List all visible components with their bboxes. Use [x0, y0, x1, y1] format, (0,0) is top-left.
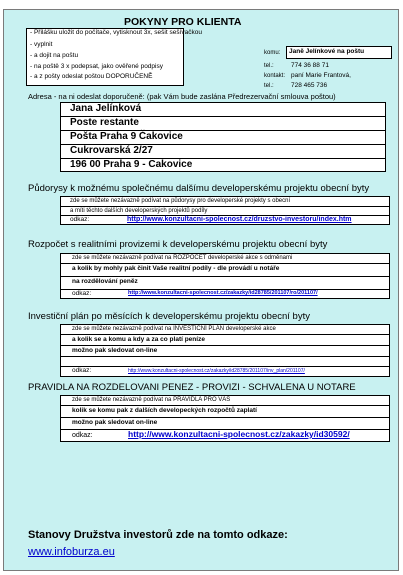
- address-line-poste: Poste restante: [70, 117, 139, 128]
- page-title: POKYNY PRO KLIENTA: [124, 16, 242, 28]
- section-row: zde se můžete nezávazně podívat na INVESTIČNÍ PLÁN developerské akce: [72, 326, 276, 332]
- section-row: kolik se komu pak z dalších developeckých rozpočtů zaplatí: [72, 407, 257, 414]
- section-row: a míti těchto dalších developerských projektů podíly: [70, 208, 208, 214]
- address-line-posta: Pošta Praha 9 Čakovice: [70, 131, 183, 142]
- instruction-line: - Přilášku uložit do počítače, vytisknout 3x, sešit sešívačkou: [30, 29, 202, 36]
- komu-label: komu:: [264, 50, 281, 56]
- pudorysy-link[interactable]: http://www.konzultacni-spolecnost.cz/druzstvo-investoru/index.htm: [127, 216, 352, 223]
- tel2-value: 728 465 736: [291, 82, 328, 89]
- link-label: odkaz:: [72, 290, 92, 297]
- tel1-value: 774 36 88 71: [291, 62, 329, 69]
- section-row: a kolik by mohly pak činit Vaše realitní podíly - dle provádí u notáře: [72, 265, 280, 272]
- infoburza-link[interactable]: www.infoburza.eu: [28, 546, 115, 558]
- contact-label: kontakt:: [264, 73, 286, 79]
- link-label: odkaz:: [72, 367, 92, 374]
- link-label: odkaz:: [70, 216, 90, 223]
- section-row: na rozdělování peněz: [72, 278, 138, 285]
- section-row: zde se můžete nezávazně podívat na ROZPOČET developerské akce s odměnami: [72, 255, 293, 261]
- tel1-label: tel.:: [264, 63, 274, 69]
- address-line-name: Jana Jelínková: [70, 103, 142, 114]
- address-line-city: 196 00 Praha 9 - Cakovice: [70, 159, 193, 170]
- address-heading: Adresa - na ni odeslat doporučeně: (pak Vám bude zaslána Předrezervační smlouva poštou): [28, 92, 336, 101]
- address-line-street: Cukrovarská 2/27: [70, 145, 153, 156]
- section-heading-pudorysy: Půdorysy k možnému společnému dalšímu developerskému projektu obecní byty: [28, 183, 370, 194]
- instruction-line: - a dojit na poštu: [30, 52, 79, 59]
- rozpocet-link[interactable]: http://www.konzultacni-spolecnost.cz/zakazky/id28785/201107/ro/201107/: [128, 290, 318, 296]
- section-row: možno pak sledovat on-line: [72, 419, 158, 426]
- section-heading-rozpocet: Rozpočet s realitními provizemi k developerskému projektu obecní byty: [28, 239, 328, 250]
- instruction-line: - a z pošty odeslat poštou DOPORUČENĚ: [30, 73, 153, 80]
- instruction-sheet: [3, 9, 399, 571]
- section-row: zde se můžete nezávazně podívat na PRAVIDLA PRO VÁS: [72, 397, 231, 403]
- instruction-line: - na poště 3 x podepsat, jako ověřené podpisy: [30, 63, 163, 70]
- footer-text: Stanovy Družstva investorů zde na tomto odkaze:: [28, 529, 288, 541]
- section-row: a kolik se a komu a kdy a za co platí peníze: [72, 336, 205, 343]
- section-heading-pravidla: PRAVIDLA NA ROZDELOVANI PENEZ - PROVIZI - SCHVALENA U NOTARE: [28, 382, 356, 393]
- investicni-plan-link[interactable]: http://www.konzultacni-spolecnost.cz/zakazky/id28785/201107/inv_plan/201107/: [128, 368, 305, 374]
- pravidla-link[interactable]: http://www.konzultacni-spolecnost.cz/zakazky/id30592/: [128, 429, 350, 439]
- section-row: zde se můžete nezávazně podívat na půdorysy pro developerské projekty s obecní: [70, 198, 291, 204]
- contact-value: paní Marie Frantová,: [291, 72, 351, 79]
- section-heading-investicni-plan: Investiční plán po měsících k developerskému projektu obecní byty: [28, 311, 310, 322]
- section-row: možno pak sledovat on-line: [72, 347, 158, 354]
- link-label: odkaz:: [72, 432, 93, 439]
- tel2-label: tel.:: [264, 83, 274, 89]
- komu-value: Janě Jelínkové na poštu: [289, 48, 365, 55]
- instruction-line: - vyplnit: [30, 41, 53, 48]
